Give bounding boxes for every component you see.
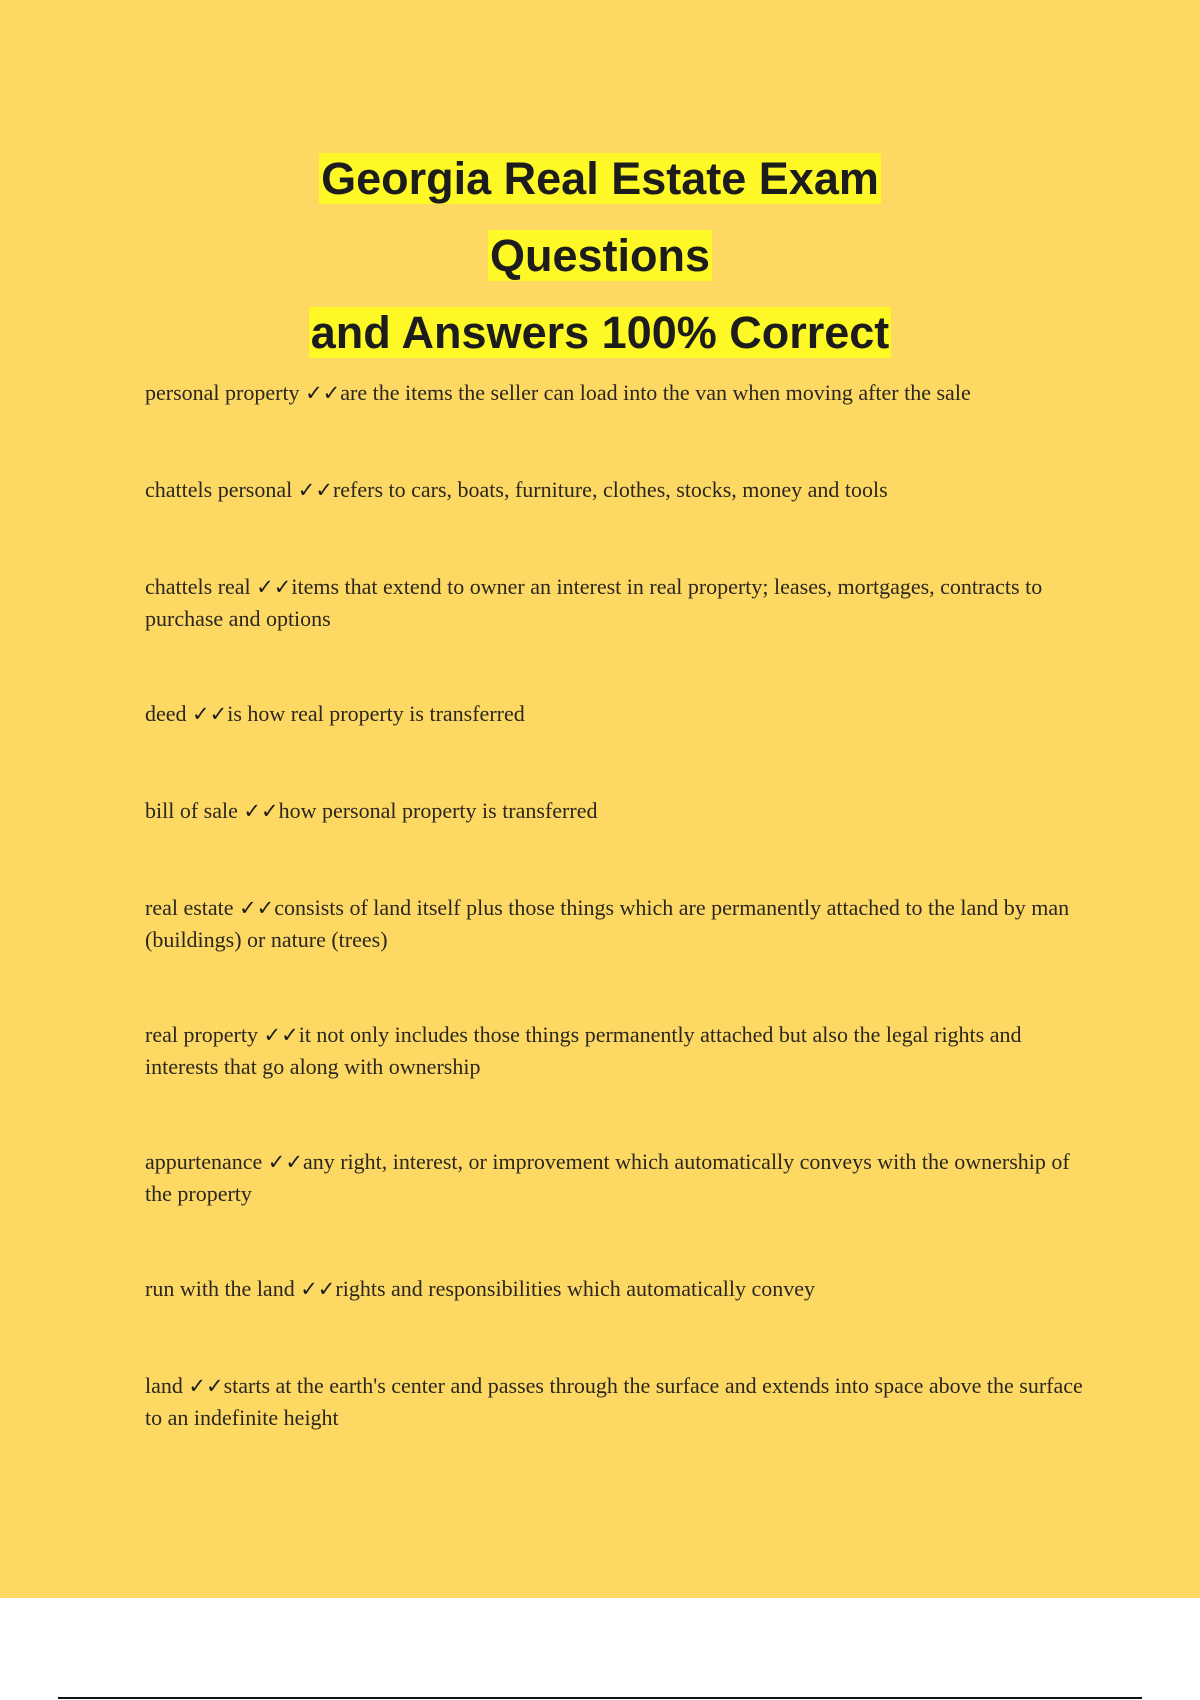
qa-term: chattels personal — [145, 477, 293, 502]
qa-term: run with the land — [145, 1276, 295, 1301]
qa-term: chattels real — [145, 574, 251, 599]
qa-term: land — [145, 1373, 183, 1398]
double-check-icon: ✓✓ — [239, 896, 275, 920]
qa-definition: is how real property is transferred — [227, 701, 525, 726]
qa-definition: starts at the earth's center and passes through the surface and extends into space above the surface to an indefinite height — [145, 1373, 1083, 1430]
qa-definition: how personal property is transferred — [278, 798, 598, 823]
title-text-3: and Answers 100% Correct — [310, 307, 890, 358]
qa-item — [145, 892, 1095, 956]
qa-definition: refers to cars, boats, furniture, clothes, stocks, money and tools — [332, 477, 888, 502]
qa-definition: items that extend to owner an interest in real property; leases, mortgages, contracts to purchase and options — [145, 574, 1043, 631]
footer-divider — [58, 1697, 1142, 1699]
double-check-icon: ✓✓ — [243, 799, 279, 823]
double-check-icon: ✓✓ — [256, 575, 292, 599]
title-line-3 — [0, 294, 1200, 371]
qa-item — [145, 474, 1095, 506]
title-line-1 — [0, 140, 1200, 217]
double-check-icon: ✓✓ — [305, 381, 341, 405]
qa-item — [145, 1370, 1095, 1434]
qa-term: real estate — [145, 895, 234, 920]
qa-term: real property — [145, 1022, 258, 1047]
qa-term: personal property — [145, 380, 300, 405]
double-check-icon: ✓✓ — [297, 478, 333, 502]
question-answer-list — [145, 377, 1095, 1497]
qa-term: bill of sale — [145, 798, 238, 823]
qa-item — [145, 571, 1095, 635]
qa-definition: any right, interest, or improvement which automatically conveys with the ownership of the property — [145, 1149, 1070, 1206]
qa-term: appurtenance — [145, 1149, 263, 1174]
title-text-1: Georgia Real Estate Exam — [321, 153, 879, 204]
qa-item — [145, 1019, 1095, 1083]
qa-item — [145, 1146, 1095, 1210]
qa-definition: consists of land itself plus those things which are permanently attached to the land by man (buildings) or nature (trees) — [145, 895, 1070, 952]
double-check-icon: ✓✓ — [267, 1150, 303, 1174]
title-text-2: Questions — [489, 230, 711, 281]
qa-definition: rights and responsibilities which automatically convey — [335, 1276, 816, 1301]
qa-item — [145, 698, 1095, 730]
double-check-icon: ✓✓ — [188, 1374, 224, 1398]
qa-item — [145, 1273, 1095, 1305]
double-check-icon: ✓✓ — [192, 702, 228, 726]
qa-item — [145, 377, 1095, 409]
qa-definition: are the items the seller can load into the van when moving after the sale — [340, 380, 971, 405]
double-check-icon: ✓✓ — [263, 1023, 299, 1047]
double-check-icon: ✓✓ — [300, 1277, 336, 1301]
title-line-2 — [0, 217, 1200, 294]
qa-term: deed — [145, 701, 187, 726]
qa-definition: it not only includes those things permanently attached but also the legal rights and interests that go along with ownership — [145, 1022, 1022, 1079]
qa-item — [145, 795, 1095, 827]
document-title — [0, 140, 1200, 371]
